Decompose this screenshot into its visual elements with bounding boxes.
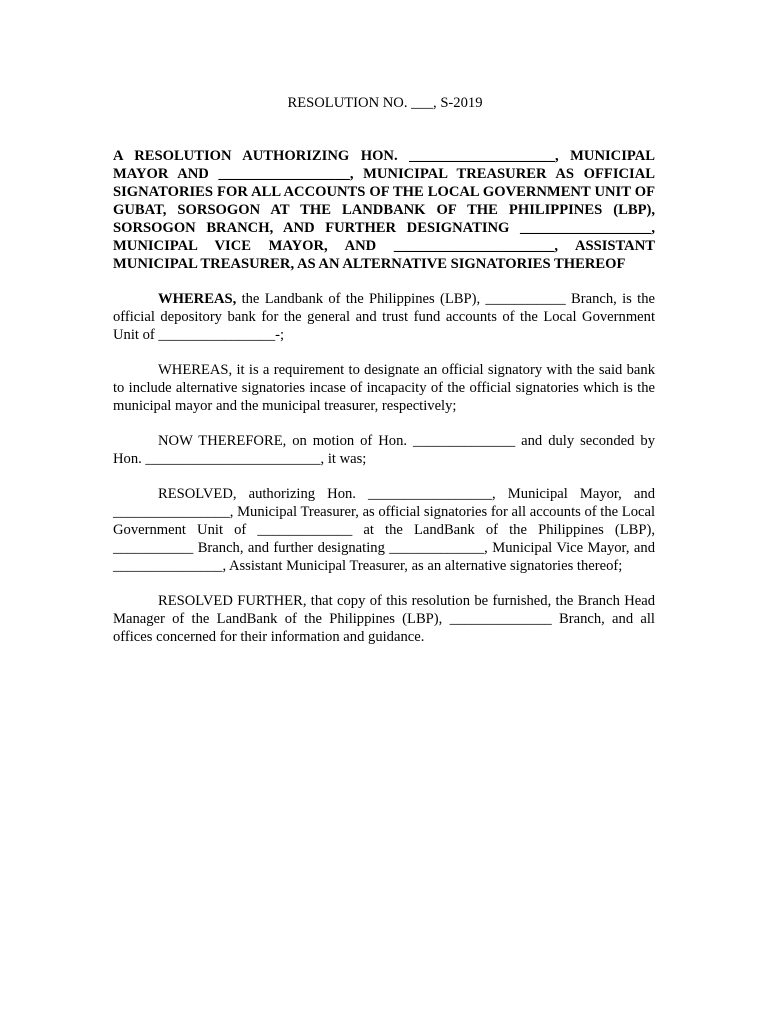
document-body bbox=[113, 94, 655, 646]
now-therefore-paragraph: NOW THEREFORE, on motion of Hon. ______________ and duly seconded by Hon. ________________________, it was; bbox=[113, 433, 655, 467]
resolution-title: A RESOLUTION AUTHORIZING HON. ____________________, MUNICIPAL MAYOR AND __________________, MUNICIPAL TREASURER AS OFFICIAL SIGNATORIES FOR ALL ACCOUNTS OF THE LOCAL GOVERNMENT UNIT OF GUBAT, SORSOGON AT THE LANDBANK OF THE PHILIPPINES (LBP), SORSOGON BRANCH, AND FURTHER DESIGNATING __________________, MUNICIPAL VICE MAYOR, AND ______________________, ASSISTANT MUNICIPAL TREASURER, AS AN ALTERNATIVE SIGNATORIES THEREOF bbox=[113, 148, 655, 272]
whereas-paragraph-2: WHEREAS, it is a requirement to designate an official signatory with the said bank to include alternative signatories incase of incapacity of the official signatories which is the municipal mayor and the municipal treasurer, respectively; bbox=[113, 362, 655, 414]
resolved-paragraph: RESOLVED, authorizing Hon. _________________, Municipal Mayor, and ________________, Municipal Treasurer, as official signatories for all accounts of the Local Government Unit of _____________ at the LandBank of the Philippines (LBP), ___________ Branch, and further designating _____________, Municipal Vice Mayor, and _______________, Assistant Municipal Treasurer, as an alternative signatories thereof; bbox=[113, 486, 655, 574]
resolved-further-paragraph: RESOLVED FURTHER, that copy of this resolution be furnished, the Branch Head Manager of the LandBank of the Philippines (LBP), ______________ Branch, and all offices concerned for their information and guidance. bbox=[113, 593, 655, 645]
whereas-paragraph-1-text: the Landbank of the Philippines (LBP), ___________ Branch, is the official depository bank for the general and trust fund accounts of the Local Government Unit of ________________-; bbox=[113, 291, 655, 343]
resolution-number: RESOLUTION NO. ___, S-2019 bbox=[287, 95, 483, 111]
whereas-lead: WHEREAS, bbox=[158, 291, 237, 307]
whereas-paragraph-1 bbox=[113, 290, 655, 344]
